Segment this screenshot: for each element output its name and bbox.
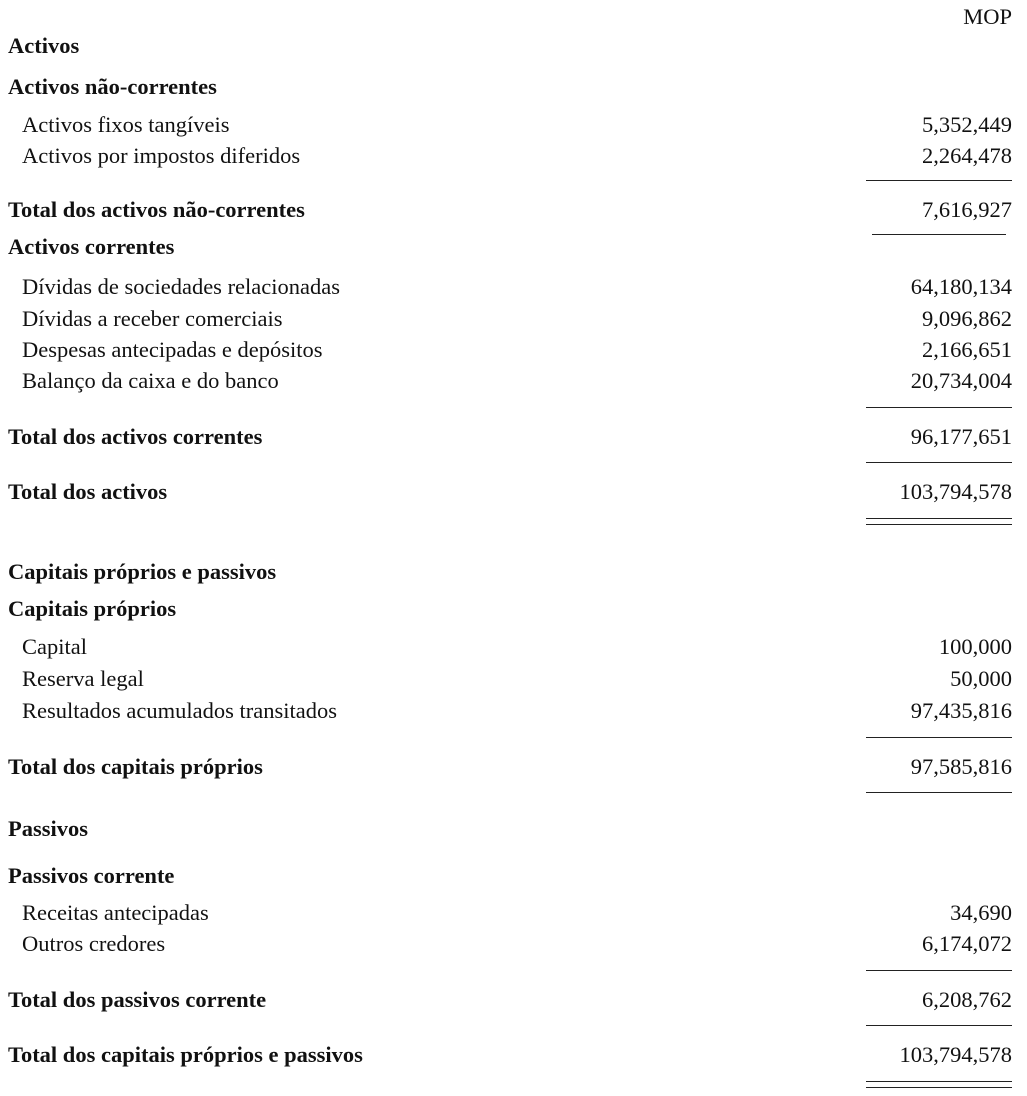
subsection-heading-current-assets xyxy=(0,233,1027,261)
item-value: 2,264,478 xyxy=(922,143,1012,168)
item-label: Activos fixos tangíveis xyxy=(22,112,230,137)
item-value: 64,180,134 xyxy=(910,274,1012,299)
total-label: Total dos activos xyxy=(8,479,168,504)
line-item xyxy=(0,273,1027,301)
item-value: 2,166,651 xyxy=(922,337,1012,362)
subsection-heading-current-liabilities xyxy=(0,862,1027,890)
heading: Activos correntes xyxy=(8,234,175,259)
section-heading-assets xyxy=(0,32,1027,60)
item-label: Activos por impostos diferidos xyxy=(22,143,301,168)
double-rule-bottom xyxy=(866,1087,1012,1088)
line-item xyxy=(0,305,1027,333)
line-item xyxy=(0,336,1027,364)
total-row xyxy=(0,986,1027,1014)
section-heading-equity-liabilities xyxy=(0,558,1027,586)
item-value: 100,000 xyxy=(938,634,1012,659)
item-value: 9,096,862 xyxy=(922,306,1012,331)
subsection-heading-equity xyxy=(0,595,1027,623)
total-label: Total dos capitais próprios xyxy=(8,754,263,779)
total-value: 103,794,578 xyxy=(899,1042,1012,1067)
item-value: 5,352,449 xyxy=(922,112,1012,137)
heading: Activos não-correntes xyxy=(8,74,217,99)
rule xyxy=(866,1025,1012,1026)
rule xyxy=(866,462,1012,463)
total-value: 103,794,578 xyxy=(899,479,1012,504)
subsection-heading-liabilities xyxy=(0,815,1027,843)
item-value: 50,000 xyxy=(950,666,1012,691)
line-item xyxy=(0,697,1027,725)
subsection-heading-non-current-assets xyxy=(0,73,1027,101)
double-rule-bottom xyxy=(866,524,1012,525)
rule xyxy=(866,180,1012,181)
total-row xyxy=(0,423,1027,451)
rule xyxy=(866,792,1012,793)
total-row xyxy=(0,196,1027,224)
rule xyxy=(866,407,1012,408)
line-item xyxy=(0,899,1027,927)
rule xyxy=(866,737,1012,738)
line-item xyxy=(0,367,1027,395)
double-rule-top xyxy=(866,1081,1012,1082)
total-value: 7,616,927 xyxy=(922,197,1012,222)
item-label: Dívidas a receber comerciais xyxy=(22,306,283,331)
heading: Capitais próprios xyxy=(8,596,177,621)
item-value: 6,174,072 xyxy=(922,931,1012,956)
heading: Capitais próprios e passivos xyxy=(8,559,277,584)
line-item xyxy=(0,633,1027,661)
item-label: Outros credores xyxy=(22,931,166,956)
heading: Passivos xyxy=(8,816,89,841)
item-value: 20,734,004 xyxy=(910,368,1012,393)
item-label: Reserva legal xyxy=(22,666,144,691)
currency-header-row xyxy=(0,3,1027,31)
heading: Activos xyxy=(8,33,80,58)
total-value: 6,208,762 xyxy=(922,987,1012,1012)
item-label: Balanço da caixa e do banco xyxy=(22,368,279,393)
total-label: Total dos capitais próprios e passivos xyxy=(8,1042,363,1067)
total-label: Total dos activos não-correntes xyxy=(8,197,305,222)
item-label: Capital xyxy=(22,634,87,659)
heading: Passivos corrente xyxy=(8,863,175,888)
line-item xyxy=(0,930,1027,958)
line-item xyxy=(0,665,1027,693)
item-label: Dívidas de sociedades relacionadas xyxy=(22,274,340,299)
grand-total-row-equity-liabilities xyxy=(0,1041,1027,1069)
line-item xyxy=(0,142,1027,170)
line-item xyxy=(0,111,1027,139)
grand-total-row-assets xyxy=(0,478,1027,506)
item-label: Despesas antecipadas e depósitos xyxy=(22,337,323,362)
double-rule-top xyxy=(866,518,1012,519)
total-label: Total dos passivos corrente xyxy=(8,987,267,1012)
total-label: Total dos activos correntes xyxy=(8,424,263,449)
total-row xyxy=(0,753,1027,781)
item-value: 34,690 xyxy=(950,900,1012,925)
item-label: Resultados acumulados transitados xyxy=(22,698,337,723)
item-label: Receitas antecipadas xyxy=(22,900,209,925)
item-value: 97,435,816 xyxy=(910,698,1012,723)
total-value: 96,177,651 xyxy=(910,424,1012,449)
currency-label: MOP xyxy=(963,4,1012,29)
rule xyxy=(866,970,1012,971)
total-value: 97,585,816 xyxy=(910,754,1012,779)
